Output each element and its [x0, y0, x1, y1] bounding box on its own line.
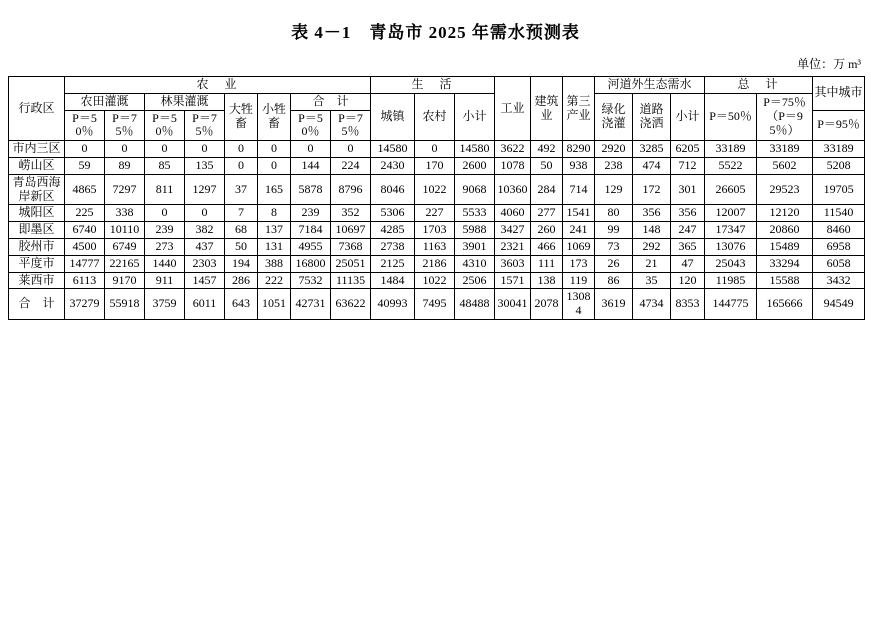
cell-r6-c17: 25043 [705, 255, 757, 272]
cell-r0-c15: 3285 [633, 141, 671, 158]
cell-r6-c11: 3603 [495, 255, 531, 272]
header-row-1 [9, 77, 865, 94]
header-total: 总 计 [705, 77, 813, 94]
cell-r5-c5: 131 [258, 238, 291, 255]
cell-r5-c2: 273 [145, 238, 185, 255]
cell-r8-c6: 42731 [291, 289, 331, 320]
cell-r6-c6: 16800 [291, 255, 331, 272]
cell-r4-c12: 260 [531, 222, 563, 239]
cell-r6-c7: 25051 [331, 255, 371, 272]
cell-r7-c7: 11135 [331, 272, 371, 289]
cell-r0-c18: 33189 [757, 141, 813, 158]
header-life-urban: 城镇 [371, 93, 415, 140]
cell-r2-c19: 19705 [813, 174, 865, 205]
cell-r4-c18: 20860 [757, 222, 813, 239]
cell-r1-c5: 0 [258, 157, 291, 174]
cell-r7-c9: 1022 [415, 272, 455, 289]
cell-r7-c14: 86 [595, 272, 633, 289]
table-row [9, 272, 865, 289]
row-header-3: 城阳区 [9, 205, 65, 222]
cell-r5-c12: 466 [531, 238, 563, 255]
header-eco-green: 绿化浇灌 [595, 93, 633, 140]
cell-r3-c18: 12120 [757, 205, 813, 222]
table-row [9, 174, 865, 205]
water-demand-table [8, 76, 865, 320]
table-row [9, 141, 865, 158]
cell-r6-c0: 14777 [65, 255, 105, 272]
cell-r2-c3: 1297 [185, 174, 225, 205]
cell-r3-c19: 11540 [813, 205, 865, 222]
cell-r3-c4: 7 [225, 205, 258, 222]
cell-r7-c10: 2506 [455, 272, 495, 289]
cell-r4-c14: 99 [595, 222, 633, 239]
cell-r2-c7: 8796 [331, 174, 371, 205]
cell-r5-c7: 7368 [331, 238, 371, 255]
cell-r2-c15: 172 [633, 174, 671, 205]
cell-r5-c18: 15489 [757, 238, 813, 255]
cell-r3-c10: 5533 [455, 205, 495, 222]
cell-r7-c3: 1457 [185, 272, 225, 289]
cell-r3-c7: 352 [331, 205, 371, 222]
cell-r1-c6: 144 [291, 157, 331, 174]
header-construction: 建筑业 [531, 77, 563, 141]
header-farmland-irrigation: 农田灌溉 [65, 93, 145, 110]
cell-r5-c16: 365 [671, 238, 705, 255]
cell-r3-c8: 5306 [371, 205, 415, 222]
table-row [9, 157, 865, 174]
cell-r6-c5: 388 [258, 255, 291, 272]
cell-r3-c9: 227 [415, 205, 455, 222]
cell-r2-c2: 811 [145, 174, 185, 205]
cell-r3-c15: 356 [633, 205, 671, 222]
table-row [9, 289, 865, 320]
cell-r5-c17: 13076 [705, 238, 757, 255]
cell-r0-c8: 14580 [371, 141, 415, 158]
cell-r7-c8: 1484 [371, 272, 415, 289]
cell-r7-c11: 1571 [495, 272, 531, 289]
table-row [9, 222, 865, 239]
cell-r4-c10: 5988 [455, 222, 495, 239]
cell-r3-c11: 4060 [495, 205, 531, 222]
cell-r2-c18: 29523 [757, 174, 813, 205]
cell-r8-c16: 8353 [671, 289, 705, 320]
cell-r7-c6: 7532 [291, 272, 331, 289]
header-orchard-p50: P＝50％ [145, 110, 185, 141]
cell-r4-c4: 68 [225, 222, 258, 239]
header-city-p95: P＝95％ [813, 110, 865, 141]
header-life: 生 活 [371, 77, 495, 94]
cell-r8-c17: 144775 [705, 289, 757, 320]
cell-r4-c7: 10697 [331, 222, 371, 239]
row-header-8: 合 计 [9, 289, 65, 320]
cell-r8-c0: 37279 [65, 289, 105, 320]
cell-r1-c19: 5208 [813, 157, 865, 174]
cell-r1-c4: 0 [225, 157, 258, 174]
cell-r3-c3: 0 [185, 205, 225, 222]
cell-r8-c4: 643 [225, 289, 258, 320]
header-total-p50: P＝50％ [705, 93, 757, 140]
header-agriculture-subtotal: 合 计 [291, 93, 371, 110]
header-large-livestock: 大牲畜 [225, 93, 258, 140]
cell-r2-c6: 5878 [291, 174, 331, 205]
cell-r2-c16: 301 [671, 174, 705, 205]
cell-r5-c10: 3901 [455, 238, 495, 255]
cell-r6-c10: 4310 [455, 255, 495, 272]
cell-r0-c19: 33189 [813, 141, 865, 158]
cell-r3-c17: 12007 [705, 205, 757, 222]
cell-r0-c3: 0 [185, 141, 225, 158]
header-orchard-irrigation: 林果灌溉 [145, 93, 225, 110]
cell-r2-c13: 714 [563, 174, 595, 205]
cell-r5-c6: 4955 [291, 238, 331, 255]
cell-r4-c17: 17347 [705, 222, 757, 239]
cell-r1-c14: 238 [595, 157, 633, 174]
table-row [9, 238, 865, 255]
header-row-2 [9, 93, 865, 110]
cell-r5-c8: 2738 [371, 238, 415, 255]
cell-r1-c17: 5522 [705, 157, 757, 174]
cell-r5-c15: 292 [633, 238, 671, 255]
cell-r2-c9: 1022 [415, 174, 455, 205]
cell-r6-c9: 2186 [415, 255, 455, 272]
cell-r8-c5: 1051 [258, 289, 291, 320]
cell-r4-c1: 10110 [105, 222, 145, 239]
cell-r1-c12: 50 [531, 157, 563, 174]
cell-r8-c2: 3759 [145, 289, 185, 320]
cell-r4-c3: 382 [185, 222, 225, 239]
cell-r7-c15: 35 [633, 272, 671, 289]
cell-r7-c16: 120 [671, 272, 705, 289]
header-eco-road: 道路浇洒 [633, 93, 671, 140]
cell-r1-c2: 85 [145, 157, 185, 174]
cell-r3-c6: 239 [291, 205, 331, 222]
cell-r5-c9: 1163 [415, 238, 455, 255]
cell-r3-c16: 356 [671, 205, 705, 222]
cell-r8-c14: 3619 [595, 289, 633, 320]
cell-r0-c0: 0 [65, 141, 105, 158]
header-orchard-p75: P＝75％ [185, 110, 225, 141]
header-farmland-p50: P＝50％ [65, 110, 105, 141]
cell-r0-c17: 33189 [705, 141, 757, 158]
cell-r6-c8: 2125 [371, 255, 415, 272]
cell-r8-c15: 4734 [633, 289, 671, 320]
cell-r5-c13: 1069 [563, 238, 595, 255]
cell-r1-c1: 89 [105, 157, 145, 174]
cell-r7-c17: 11985 [705, 272, 757, 289]
cell-r1-c18: 5602 [757, 157, 813, 174]
cell-r8-c18: 165666 [757, 289, 813, 320]
cell-r0-c16: 6205 [671, 141, 705, 158]
table-body [9, 141, 865, 320]
cell-r1-c11: 1078 [495, 157, 531, 174]
cell-r8-c7: 63622 [331, 289, 371, 320]
unit-label: 单位：万 m³ [797, 57, 861, 71]
cell-r0-c14: 2920 [595, 141, 633, 158]
header-industry: 工业 [495, 77, 531, 141]
cell-r0-c6: 0 [291, 141, 331, 158]
cell-r1-c10: 2600 [455, 157, 495, 174]
cell-r2-c10: 9068 [455, 174, 495, 205]
cell-r2-c4: 37 [225, 174, 258, 205]
header-eco-subtotal: 小计 [671, 93, 705, 140]
document-page [0, 18, 871, 630]
cell-r2-c17: 26605 [705, 174, 757, 205]
cell-r2-c14: 129 [595, 174, 633, 205]
cell-r6-c2: 1440 [145, 255, 185, 272]
page-title: 表 4－1 青岛市 2025 年需水预测表 [291, 23, 580, 42]
cell-r7-c0: 6113 [65, 272, 105, 289]
cell-r3-c14: 80 [595, 205, 633, 222]
header-eco: 河道外生态需水 [595, 77, 705, 94]
cell-r0-c12: 492 [531, 141, 563, 158]
cell-r7-c2: 911 [145, 272, 185, 289]
header-life-subtotal: 小计 [455, 93, 495, 140]
cell-r5-c11: 2321 [495, 238, 531, 255]
cell-r1-c15: 474 [633, 157, 671, 174]
cell-r0-c2: 0 [145, 141, 185, 158]
cell-r2-c1: 7297 [105, 174, 145, 205]
cell-r7-c1: 9170 [105, 272, 145, 289]
cell-r4-c9: 1703 [415, 222, 455, 239]
cell-r3-c0: 225 [65, 205, 105, 222]
cell-r5-c14: 73 [595, 238, 633, 255]
table-row [9, 255, 865, 272]
header-small-livestock: 小牲畜 [258, 93, 291, 140]
header-farmland-p75: P＝75％ [105, 110, 145, 141]
cell-r6-c1: 22165 [105, 255, 145, 272]
cell-r8-c9: 7495 [415, 289, 455, 320]
cell-r7-c4: 286 [225, 272, 258, 289]
row-header-2: 青岛西海岸新区 [9, 174, 65, 205]
cell-r7-c12: 138 [531, 272, 563, 289]
header-total-p75-95: P＝75％（P＝95％） [757, 93, 813, 140]
cell-r5-c19: 6958 [813, 238, 865, 255]
cell-r4-c6: 7184 [291, 222, 331, 239]
cell-r0-c7: 0 [331, 141, 371, 158]
cell-r5-c1: 6749 [105, 238, 145, 255]
cell-r8-c11: 30041 [495, 289, 531, 320]
cell-r6-c12: 111 [531, 255, 563, 272]
cell-r6-c3: 2303 [185, 255, 225, 272]
cell-r6-c4: 194 [225, 255, 258, 272]
cell-r3-c2: 0 [145, 205, 185, 222]
cell-r4-c8: 4285 [371, 222, 415, 239]
table-head [9, 77, 865, 141]
header-ag-subtotal-p75: P＝75％ [331, 110, 371, 141]
cell-r4-c19: 8460 [813, 222, 865, 239]
row-header-5: 胶州市 [9, 238, 65, 255]
cell-r4-c5: 137 [258, 222, 291, 239]
cell-r6-c14: 26 [595, 255, 633, 272]
cell-r0-c13: 8290 [563, 141, 595, 158]
cell-r1-c8: 2430 [371, 157, 415, 174]
table-row [9, 205, 865, 222]
cell-r5-c4: 50 [225, 238, 258, 255]
header-agriculture: 农 业 [65, 77, 371, 94]
cell-r1-c0: 59 [65, 157, 105, 174]
cell-r7-c19: 3432 [813, 272, 865, 289]
cell-r6-c15: 21 [633, 255, 671, 272]
cell-r1-c9: 170 [415, 157, 455, 174]
header-ag-subtotal-p50: P＝50％ [291, 110, 331, 141]
cell-r5-c3: 437 [185, 238, 225, 255]
cell-r0-c4: 0 [225, 141, 258, 158]
cell-r6-c19: 6058 [813, 255, 865, 272]
cell-r3-c12: 277 [531, 205, 563, 222]
cell-r2-c11: 10360 [495, 174, 531, 205]
cell-r3-c5: 8 [258, 205, 291, 222]
cell-r3-c13: 1541 [563, 205, 595, 222]
cell-r2-c0: 4865 [65, 174, 105, 205]
cell-r7-c13: 119 [563, 272, 595, 289]
header-life-rural: 农村 [415, 93, 455, 140]
cell-r1-c13: 938 [563, 157, 595, 174]
cell-r0-c10: 14580 [455, 141, 495, 158]
cell-r7-c18: 15588 [757, 272, 813, 289]
cell-r3-c1: 338 [105, 205, 145, 222]
cell-r8-c1: 55918 [105, 289, 145, 320]
cell-r0-c11: 3622 [495, 141, 531, 158]
cell-r8-c13: 13084 [563, 289, 595, 320]
header-tertiary: 第三产业 [563, 77, 595, 141]
cell-r4-c16: 247 [671, 222, 705, 239]
cell-r1-c3: 135 [185, 157, 225, 174]
cell-r1-c16: 712 [671, 157, 705, 174]
cell-r6-c16: 47 [671, 255, 705, 272]
cell-r4-c0: 6740 [65, 222, 105, 239]
cell-r2-c5: 165 [258, 174, 291, 205]
cell-r6-c18: 33294 [757, 255, 813, 272]
cell-r0-c1: 0 [105, 141, 145, 158]
row-header-6: 平度市 [9, 255, 65, 272]
cell-r5-c0: 4500 [65, 238, 105, 255]
cell-r4-c2: 239 [145, 222, 185, 239]
cell-r4-c15: 148 [633, 222, 671, 239]
row-header-1: 崂山区 [9, 157, 65, 174]
cell-r8-c8: 40993 [371, 289, 415, 320]
cell-r6-c13: 173 [563, 255, 595, 272]
cell-r8-c19: 94549 [813, 289, 865, 320]
row-header-0: 市内三区 [9, 141, 65, 158]
cell-r8-c3: 6011 [185, 289, 225, 320]
cell-r8-c10: 48488 [455, 289, 495, 320]
row-header-7: 莱西市 [9, 272, 65, 289]
header-of-which-city: 其中城市 [813, 77, 865, 111]
cell-r4-c13: 241 [563, 222, 595, 239]
cell-r1-c7: 224 [331, 157, 371, 174]
cell-r2-c12: 284 [531, 174, 563, 205]
cell-r0-c5: 0 [258, 141, 291, 158]
header-row-label: 行政区 [9, 77, 65, 141]
cell-r8-c12: 2078 [531, 289, 563, 320]
cell-r0-c9: 0 [415, 141, 455, 158]
cell-r7-c5: 222 [258, 272, 291, 289]
cell-r2-c8: 8046 [371, 174, 415, 205]
row-header-4: 即墨区 [9, 222, 65, 239]
cell-r4-c11: 3427 [495, 222, 531, 239]
